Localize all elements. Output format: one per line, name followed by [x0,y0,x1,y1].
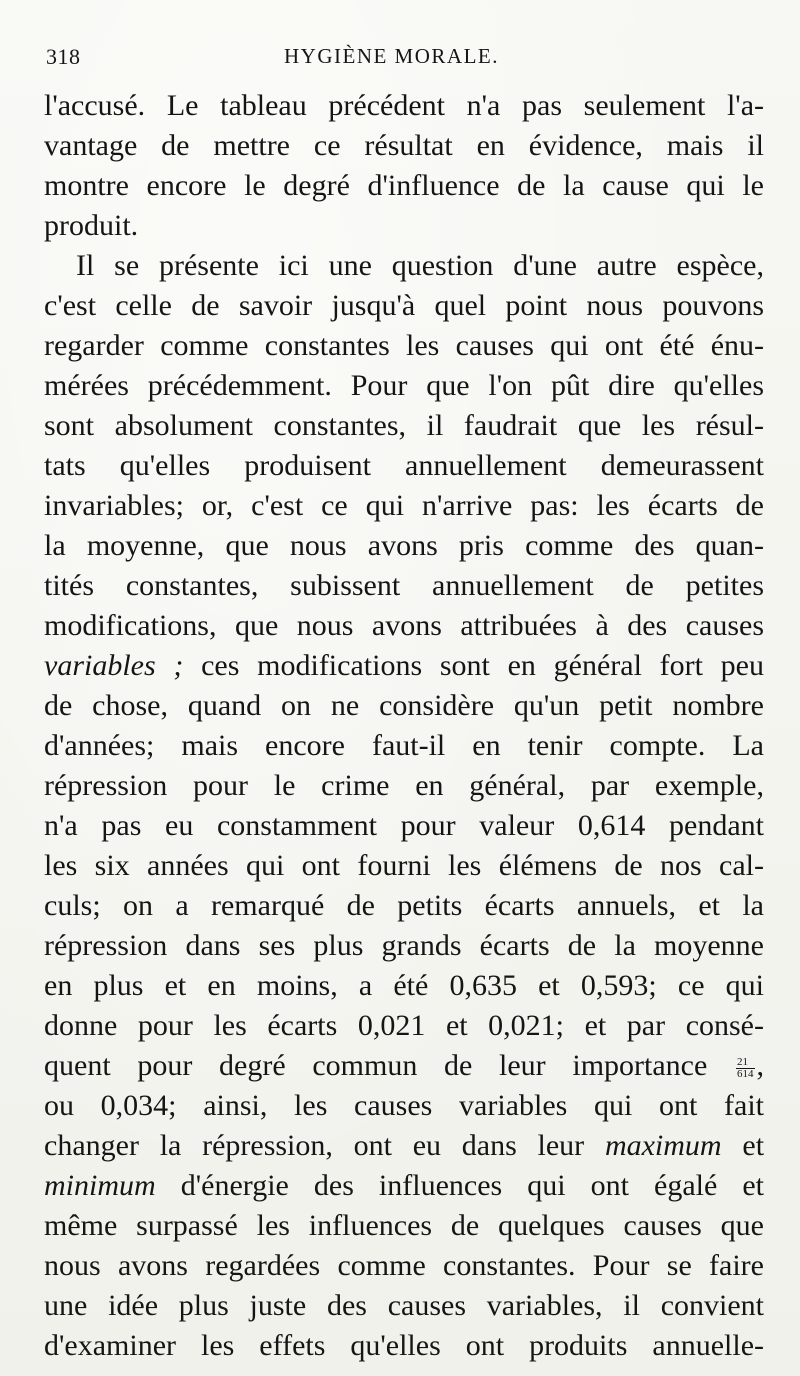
text-line [44,646,764,686]
text-line: modifications, que nous avons attribuées à des causes [44,609,764,642]
text-line: d'années; mais encore faut-il en tenir compte. La [44,729,764,762]
italic-word: variables ; [44,649,184,682]
text-line: même surpassé les influences de quelques causes que [44,1209,764,1242]
text-line: regarder comme constantes les causes qui ont été énu- [44,329,764,362]
text-line: l'accusé. Le tableau précédent n'a pas seulement l'a- [44,89,764,122]
text-line: vantage de mettre ce résultat en évidence, mais il [44,129,764,162]
text-line: mérées précédemment. Pour que l'on pût dire qu'elles [44,369,764,402]
text-line: c'est celle de savoir jusqu'à quel point nous pouvons [44,289,764,322]
fraction-trailing: , [756,1049,764,1082]
text-line [44,1046,764,1086]
text-line [44,1126,764,1166]
text-line: Il se présente ici une question d'une autre espèce, [76,249,764,282]
text-line: montre encore le degré d'influence de la cause qui le [44,169,764,202]
fraction-numerator: 21 [736,1057,755,1069]
text-line: d'examiner les effets qu'elles ont produits annuelle- [44,1329,764,1362]
page-header [46,44,761,74]
text-line: donne pour les écarts 0,021 et 0,021; et par consé- [44,1009,764,1042]
text-line: sont absolument constantes, il faudrait que les résul- [44,409,764,442]
body-text [44,86,764,1366]
text-line: produit. [44,209,139,242]
text-line: ou 0,034; ainsi, les causes variables qui ont fait [44,1089,764,1122]
text-span: quent pour degré commun de leur importance [44,1049,708,1082]
text-line: répression dans ses plus grands écarts de la moyenne [44,929,764,962]
text-line: une idée plus juste des causes variables, il convient [44,1289,764,1322]
text-span: d'énergie des influences qui ont égalé et [180,1169,764,1202]
fraction-denominator: 614 [737,1067,754,1080]
italic-word: maximum [604,1129,722,1162]
text-line: tats qu'elles produisent annuellement demeurassent [44,449,764,482]
text-line: tités constantes, subissent annuellement de petites [44,569,764,602]
text-line: répression pour le crime en général, par exemple, [44,769,764,802]
running-head: HYGIÈNE MORALE. [284,44,499,68]
text-line: de chose, quand on ne considère qu'un petit nombre [44,689,764,722]
text-span: ces modifications sont en général fort peu [201,649,764,682]
fraction [736,1057,755,1080]
text-span: et [742,1129,765,1162]
text-line: invariables; or, c'est ce qui n'arrive pas: les écarts de [44,489,764,522]
text-line: nous avons regardées comme constantes. Pour se faire [44,1249,764,1282]
text-line: la moyenne, que nous avons pris comme des quan- [44,529,764,562]
text-line: n'a pas eu constamment pour valeur 0,614 pendant [44,809,764,842]
text-span: changer la répression, ont eu dans leur [44,1129,585,1162]
text-line: culs; on a remarqué de petits écarts annuels, et la [44,889,764,922]
text-line: en plus et en moins, a été 0,635 et 0,593; ce qui [44,969,764,1002]
text-line: les six années qui ont fourni les élémens de nos cal- [44,849,764,882]
italic-word: minimum [44,1169,156,1202]
page-number: 318 [46,44,81,69]
text-line [44,1166,764,1206]
